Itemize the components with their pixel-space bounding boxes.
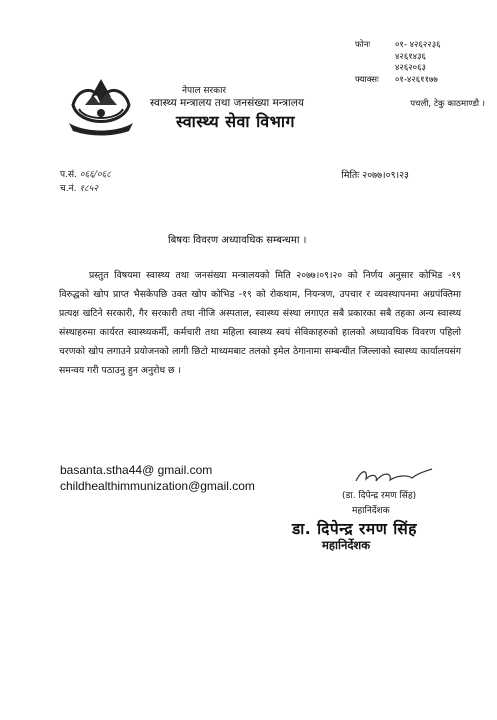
ps-row [60,168,111,182]
address: पचली, टेकु काठमाण्डौ । [410,99,485,109]
signature-mark [352,465,438,487]
signatory-name: (डा. दिपेन्द्र रमण सिंह) [342,491,417,501]
email-address: childhealthimmunization@gmail.com [60,479,255,493]
department-name: स्वास्थ्य सेवा विभाग [176,112,296,131]
contact-value: ४२६२०६३ [395,63,426,73]
subject-line: बिषयः विवरण अध्यावधिक सम्बन्धमा । [168,235,307,246]
contact-label: फ्याक्सः [355,74,379,85]
stamp-title: महानिर्देशक [322,538,371,552]
contact-label [355,63,395,75]
reference-block [60,168,111,196]
contact-row [355,52,475,64]
cn-row [60,182,111,196]
nepal-emblem-icon [65,75,137,137]
stamp-name: डा. दिपेन्द्र रमण सिंह [292,520,417,538]
ps-label: प.सं. [60,170,77,180]
gov-name: नेपाल सरकार [182,86,227,96]
contact-value: ०१- ४२६२२३६ [395,40,441,50]
contact-value: ४२६१४३६ [395,51,426,62]
cn-value: १८५२ [79,184,99,194]
email-address: basanta.stha44@ gmail.com [60,463,213,477]
ps-value: ०६६/०६८ [79,170,111,180]
cn-label: च.नं. [60,184,77,194]
email-list [60,462,255,494]
contact-row [355,63,475,75]
letter-body: प्रस्तुत विषयमा स्वास्थ्य तथा जनसंख्या मन्त्रालयको मिति २०७७।०९।२० को निर्णय अनुसार कोभिड -१९ विरुद्धको खोप प्राप्त भैसकेपछि उक्त खोप कोभिड -१९ को रोकथाम, नियन्त्रण, उपचार र व्यवस्थापनमा अग्रपंक्तिमा प्रत्यक्ष खटिने सरकारी, गैर सरकारी तथा नीजि अस्पताल, स्वास्थ्य संस्था लगाएत सबै प्रकारका सबै तहका अन्य स्वास्थ्य संस्थाहरुमा कार्यरत स्वास्थ्यकर्मी, कर्मचारी तथा महिला स्वास्थ्य स्वयं सेविकाहरुको हालको अध्यावधिक विवरण पहिलो चरणको खोप लगाउने प्रयोजनको लागी छिटो माध्यमबाट तलको इमेल ठेगानामा सम्बन्धीत जिल्लाको स्वास्थ्य कार्यालयसंग समन्वय गरी पठाउनु हुन अनुरोध छ । [59,270,461,376]
contact-label: फोनः [355,40,371,50]
contact-value: ०१-४२६११७७ [395,74,438,85]
letter-date: मितिः २०७७।०९।२३ [341,170,409,181]
contact-block [355,40,475,86]
ministry-name: स्वास्थ्य मन्त्रालय तथा जनसंख्या मन्त्रालय [150,97,304,109]
signatory-title: महानिर्देशक [352,506,390,516]
contact-label [355,52,395,64]
contact-row [355,75,475,87]
contact-row [355,40,475,52]
